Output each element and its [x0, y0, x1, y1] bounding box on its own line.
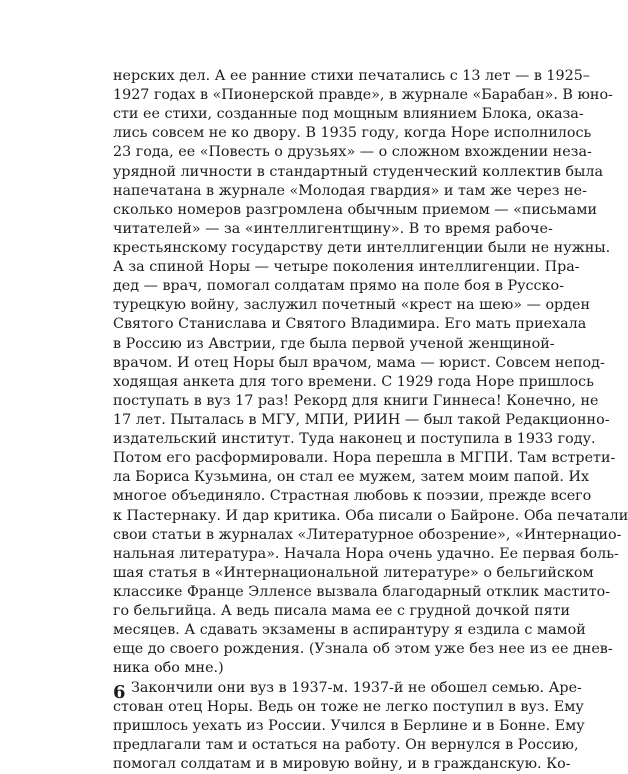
text-line: ходящая анкета для того времени. С 1929 года Норе пришлось	[113, 373, 496, 392]
text-line: ника обо мне.)	[113, 659, 496, 678]
page-number: 6	[113, 683, 126, 703]
text-line: многое объединяло. Страстная любовь к поэзии, прежде всего	[113, 487, 496, 506]
text-line: нерских дел. А ее ранние стихи печатались с 13 лет — в 1925–	[113, 67, 496, 86]
text-line: поступать в вуз 17 раз! Рекорд для книги Гиннеса! Конечно, не	[113, 392, 496, 411]
text-line: к Пастернаку. И дар критика. Оба писали о Байроне. Оба печатали	[113, 507, 496, 526]
text-line: 1927 годах в «Пионерской правде», в журнале «Барабан». В юно-	[113, 86, 496, 105]
text-line: шая статья в «Интернациональной литературе» о бельгийском	[113, 564, 496, 583]
text-line: в Россию из Австрии, где была первой ученой женщиной-	[113, 335, 496, 354]
text-line: крестьянскому государству дети интеллигенции были не нужны.	[113, 239, 496, 258]
text-line: месяцев. А сдавать экзамены в аспирантуру я ездила с мамой	[113, 621, 496, 640]
text-line: го бельгийца. А ведь писала мама ее с грудной дочкой пяти	[113, 602, 496, 621]
text-line: Закончили они вуз в 1937-м. 1937-й не обошел семью. Аре-	[113, 679, 496, 698]
text-line: сти ее стихи, созданные под мощным влиянием Блока, оказа-	[113, 105, 496, 124]
text-line: помогал солдатам и в мировую войну, и в гражданскую. Ко-	[113, 755, 496, 774]
paragraph	[113, 67, 496, 679]
text-line: пришлось уехать из России. Учился в Берлине и в Бонне. Ему	[113, 717, 496, 736]
text-line: врачом. И отец Норы был врачом, мама — юрист. Совсем непод-	[113, 354, 496, 373]
text-line: предлагали там и остаться на работу. Он вернулся в Россию,	[113, 736, 496, 755]
text-line: ла Бориса Кузьмина, он стал ее мужем, затем моим папой. Их	[113, 468, 496, 487]
body-text	[113, 67, 496, 774]
text-line: дед — врач, помогал солдатам прямо на поле боя в Русско-	[113, 277, 496, 296]
text-line: 17 лет. Пыталась в МГУ, МПИ, РИИН — был такой Редакционно-	[113, 411, 496, 430]
text-line: 23 года, ее «Повесть о друзьях» — о сложном вхождении неза-	[113, 143, 496, 162]
text-line: издательский институт. Туда наконец и поступила в 1933 году.	[113, 430, 496, 449]
paragraph	[113, 679, 496, 774]
text-line: нальная литература». Начала Нора очень удачно. Ее первая боль-	[113, 545, 496, 564]
text-line: турецкую войну, заслужил почетный «крест на шею» — орден	[113, 296, 496, 315]
text-line: классике Франце Элленсе вызвала благодарный отклик мастито-	[113, 583, 496, 602]
text-line: лись совсем не ко двору. В 1935 году, когда Норе исполнилось	[113, 124, 496, 143]
text-line: напечатана в журнале «Молодая гвардия» и там же через не-	[113, 182, 496, 201]
text-line: еще до своего рождения. (Узнала об этом уже без нее из ее днев-	[113, 640, 496, 659]
text-line: урядной личности в стандартный студенческий коллектив была	[113, 163, 496, 182]
text-line: А за спиной Норы — четыре поколения интеллигенции. Пра-	[113, 258, 496, 277]
text-line: Потом его расформировали. Нора перешла в МГПИ. Там встрети-	[113, 449, 496, 468]
text-line: Святого Станислава и Святого Владимира. Его мать приехала	[113, 315, 496, 334]
text-line: читателей» — за «интеллигентщину». В то время рабоче-	[113, 220, 496, 239]
text-line: свои статьи в журналах «Литературное обозрение», «Интернацио-	[113, 526, 496, 545]
text-line: стован отец Норы. Ведь он тоже не легко поступил в вуз. Ему	[113, 698, 496, 717]
text-line: сколько номеров разгромлена обычным приемом — «письмами	[113, 201, 496, 220]
